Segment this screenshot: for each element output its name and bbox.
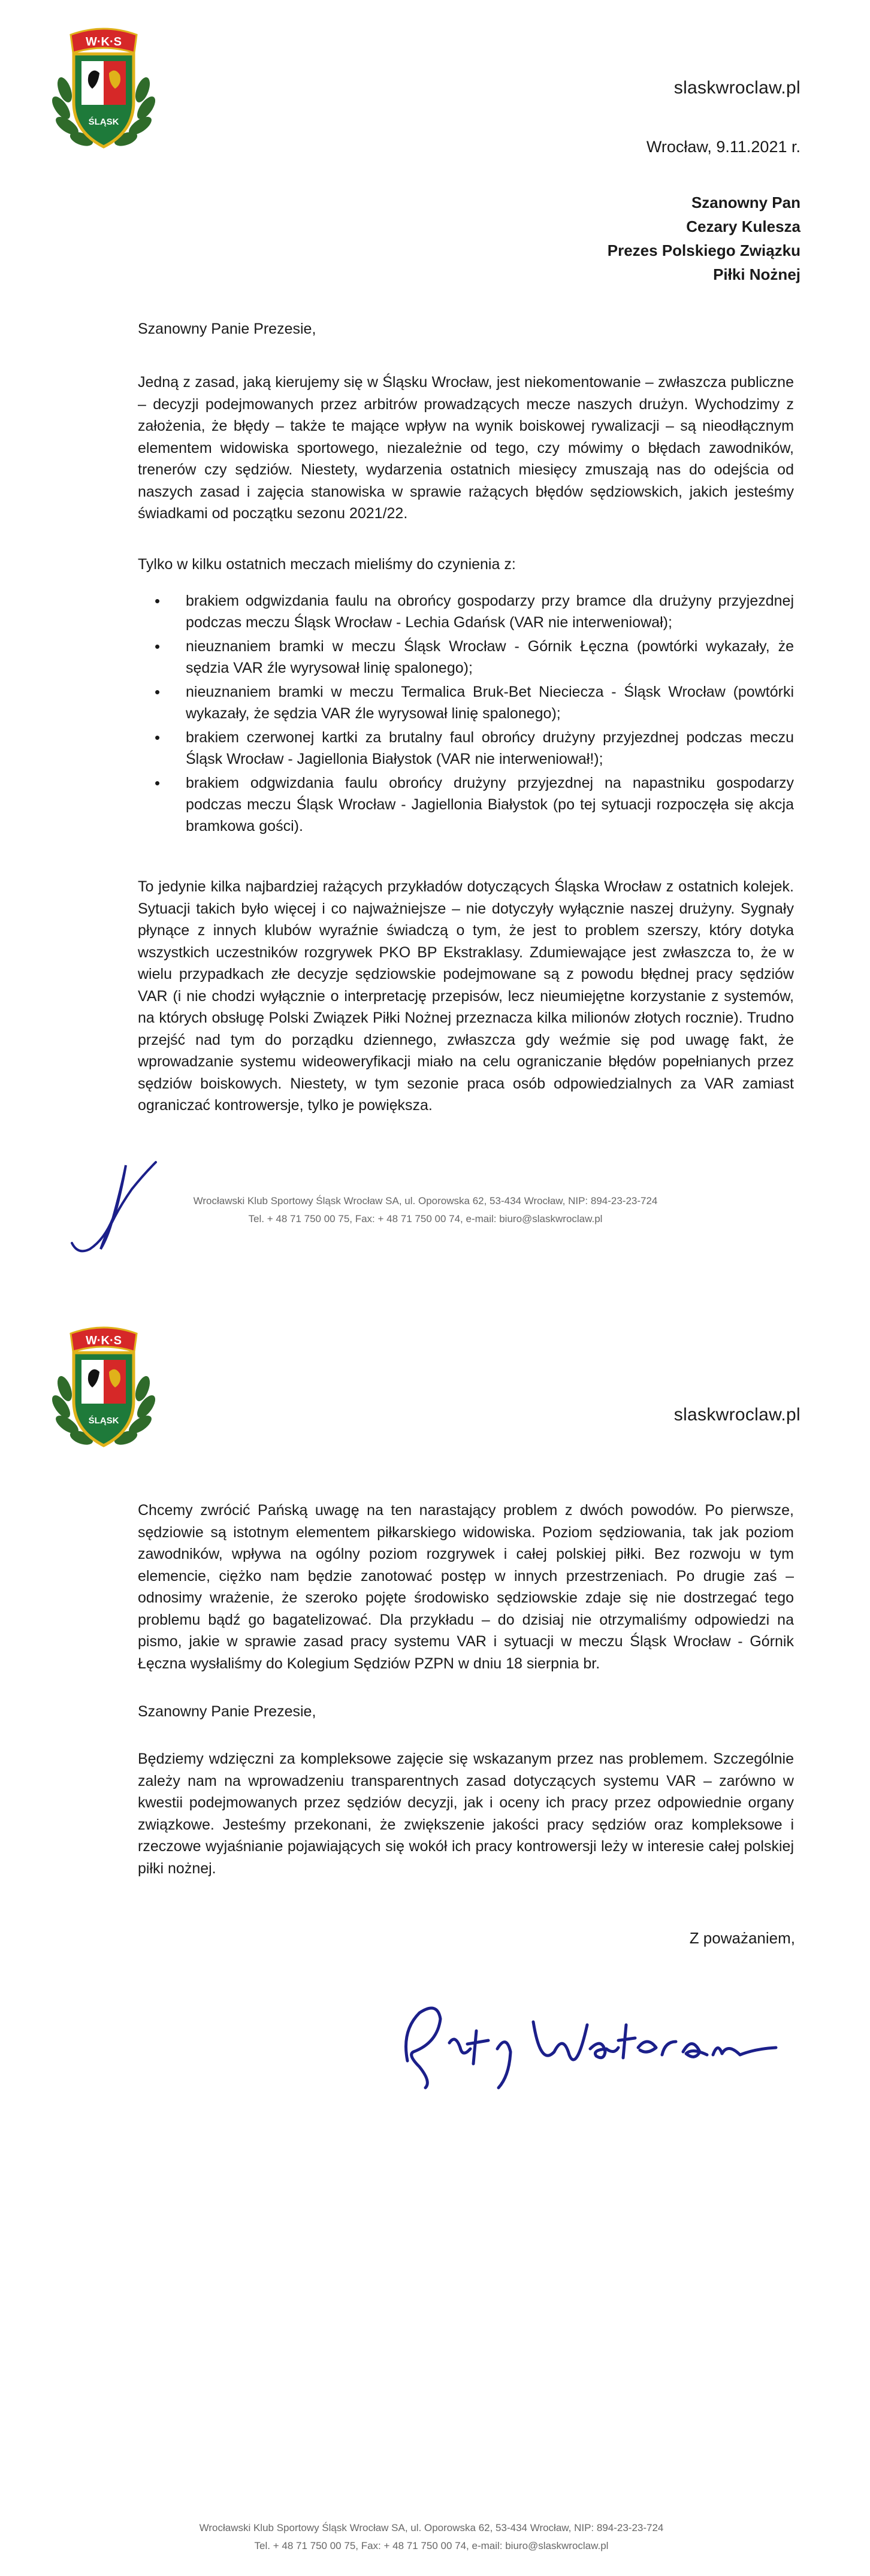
paragraph-2: To jedynie kilka najbardziej rażących przykładów dotyczących Śląska Wrocław z ostatnich kolejek. Sytuacji takich było więcej i co najważniejsze – nie dotyczyły wyłącznie naszej drużyny. Sygnały płynące z innych klubów wyraźnie świadczą o tym, że jest to problem szerszy, który dotyka wszystkich uczestników rozgrywek PKO BP Ekstraklasy. Zdumiewające jest zwłaszcza to, że w wielu przypadkach złe decyzje sędziowskie podejmowane są z powodu błędnej pracy sędziów VAR (i nie chodzi wyłącznie o interpretację przepisów, lecz nieumiejętne korzystanie z systemów, na których obsługę Polski Związek Piłki Nożnej przeznacza kilka milionów złotych rocznie). Trudno przejść nad tym do porządku dziennego, zwłaszcza gdy weźmie się pod uwagę fakt, że wprowadzanie systemu wideoweryfikacji miało na celu ograniczanie błędów popełnianych przez sędziów boiskowych. Niestety, w tym sezonie praca osób odpowiedzialnych za VAR zamiast ograniczać kontrowersje, tylko je powiększa. — [138, 878, 794, 1114]
crest-letters: W·K·S — [86, 35, 122, 49]
footer-contact-line: Tel. + 48 71 750 00 75, Fax: + 48 71 750 00 74, e-mail: biuro@slaskwroclaw.pl — [248, 1213, 603, 1224]
list-item: • brakiem odgwizdania faulu obrońcy drużyny przyjezdnej na napastniku gospodarzy podczas meczu Śląsk Wrocław - Jagiellonia Białystok (po tej sytuacji rozpoczęła się akcja bramkowa gości). — [186, 772, 794, 837]
salutation: Szanowny Panie Prezesie, — [138, 321, 316, 337]
addressee-line: Prezes Polskiego Związku — [607, 241, 800, 259]
paragraph-3: Chcemy zwrócić Pańską uwagę na ten narastający problem z dwóch powodów. Po pierwsze, sędziowie są istotnym elementem piłkarskiego widowiska. Poziom sędziowania, tak jak poziom zawodników, wpływa na ogólny poziom rozgrywek i całej polskiej piłki. Bez rozwoju w tym elemencie, ciężko nam będzie zanotować postęp w innych przestrzeniach. Po drugie zaś – odnosimy wrażenie, że szeroko pojęte środowisko sędziowskie zdaje się nie dostrzegać tego problemu bądź go bagatelizować. Dla przykładu – do dzisiaj nie otrzymaliśmy odpowiedzi na pismo, jakie w sprawie zasad pracy systemu VAR i sytuacji w meczu Śląsk Wrocław - Górnik Łęczna wysłaliśmy do Kolegium Sędziów PZPN w dniu 18 sierpnia br. — [138, 1502, 794, 1672]
addressee-line: Cezary Kulesza — [686, 217, 800, 235]
crest-city: ŚLĄSK — [88, 1416, 119, 1426]
list-item: • nieuznaniem bramki w meczu Śląsk Wrocław - Górnik Łęczna (powtórki wykazały, że sędzia VAR źle wyrysował linię spalonego); — [186, 636, 794, 679]
list-item: • brakiem odgwizdania faulu na obrońcy gospodarzy przy bramce dla drużyny przyjezdnej podczas meczu Śląsk Wrocław - Lechia Gdańsk (VAR nie interweniował); — [186, 590, 794, 633]
list-intro: Tylko w kilku ostatnich meczach mieliśmy do czynienia z: — [138, 556, 516, 573]
list-item: • brakiem czerwonej kartki za brutalny faul obrońcy drużyny przyjezdnej podczas meczu Śląsk Wrocław - Jagiellonia Białystok (VAR nie interweniował!); — [186, 727, 794, 770]
crest-city: ŚLĄSK — [88, 117, 119, 127]
club-crest-logo — [47, 18, 161, 156]
letter-page-2 — [0, 1276, 870, 2576]
website-header: slaskwroclaw.pl — [673, 78, 800, 98]
footer — [162, 1192, 689, 1228]
crest-letters: W·K·S — [86, 1334, 122, 1347]
footer — [120, 2519, 743, 2555]
footer-company-line: Wrocławski Klub Sportowy Śląsk Wrocław SA, ul. Oporowska 62, 53-434 Wrocław, NIP: 894-23-23-724 — [193, 1195, 658, 1207]
addressee-block — [608, 191, 800, 286]
website-header: slaskwroclaw.pl — [673, 1405, 800, 1425]
salutation-2: Szanowny Panie Prezesie, — [138, 1703, 316, 1720]
addressee-line: Piłki Nożnej — [713, 265, 800, 283]
footer-contact-line: Tel. + 48 71 750 00 75, Fax: + 48 71 750 00 74, e-mail: biuro@slaskwroclaw.pl — [254, 2540, 609, 2551]
footer-company-line: Wrocławski Klub Sportowy Śląsk Wrocław SA, ul. Oporowska 62, 53-434 Wrocław, NIP: 894-23-23-724 — [199, 2522, 664, 2533]
closing-phrase: Z poważaniem, — [689, 1929, 795, 1947]
letter-page-1 — [0, 0, 870, 1276]
signature — [383, 1977, 791, 2097]
initial-signature — [66, 1153, 162, 1261]
incident-list — [138, 590, 794, 839]
paragraph-4: Będziemy wdzięczni za kompleksowe zajęcie się wskazanym przez nas problemem. Szczególnie zależy nam na wprowadzeniu transparentnych zasad dotyczących systemu VAR – zarówno w kwestii podejmowanych przez sędziów decyzji, jak i oceny ich pracy przez odpowiednie organy związkowe. Jesteśmy przekonani, że zwiększenie jakości pracy sędziów oraz kompleksowe i rzeczowe wyjaśnianie pojawiających się wokół ich pracy kontrowersji leży w interesie całej polskiej piłki nożnej. — [138, 1750, 794, 1877]
list-item: • nieuznaniem bramki w meczu Termalica Bruk-Bet Nieciecza - Śląsk Wrocław (powtórki wykazały, że sędzia VAR źle wyrysował linię spalonego); — [186, 681, 794, 724]
paragraph-1: Jedną z zasad, jaką kierujemy się w Śląsku Wrocław, jest niekomentowanie – zwłaszcza publiczne – decyzji podejmowanych przez arbitrów prowadzących mecze naszych drużyn. Wychodzimy z założenia, że błędy – także te mające wpływ na wynik boiskowej rywalizacji – są nieodłącznym elementem widowiska sportowego, niezależnie od tego, czy mówimy o błędach zawodników, trenerów czy sędziów. Niestety, wydarzenia ostatnich miesięcy zmuszają nas do odejścia od naszych zasad i zajęcia stanowiska w sprawie rażących błędów sędziowskich, jakich jesteśmy świadkami od początku sezonu 2021/22. — [138, 374, 794, 522]
addressee-line: Szanowny Pan — [691, 193, 800, 211]
club-crest-logo — [47, 1317, 161, 1455]
letter-date: Wrocław, 9.11.2021 r. — [646, 138, 800, 156]
